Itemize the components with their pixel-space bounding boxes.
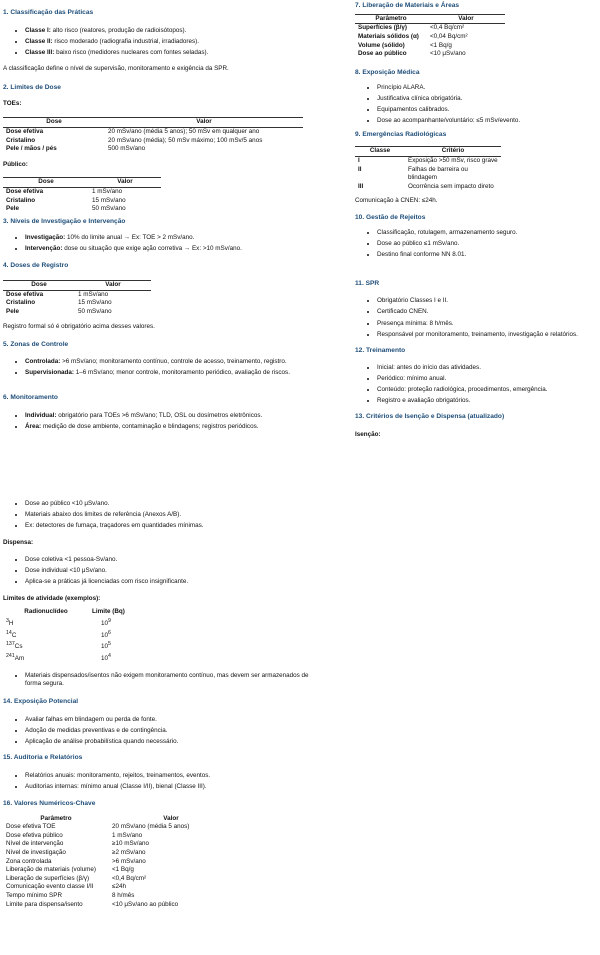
section-12-list bbox=[355, 364, 598, 406]
table-row: Liberação de materiais (volume) <1 Bq/g bbox=[6, 866, 134, 874]
list-item: • Obrigatório Classes I e II. bbox=[377, 297, 598, 306]
table-header: Parâmetro bbox=[40, 814, 72, 822]
section-8-list bbox=[355, 84, 598, 126]
table-header: Radionuclídeo bbox=[24, 608, 68, 616]
table-row: III Ocorrência sem impacto direto bbox=[358, 182, 494, 190]
section-8-title: 8. Exposição Médica bbox=[355, 68, 420, 76]
table-row: Liberação de superfícies (β/γ) <0,4 Bq/cm² bbox=[6, 874, 147, 882]
table-row: Cristalino 15 mSv/ano bbox=[6, 299, 112, 307]
table-row: Cristalino 20 mSv/ano (média); 50 mSv máximo; 100 mSv/5 anos bbox=[6, 136, 263, 144]
closing-list bbox=[3, 672, 325, 689]
table-row: Dose efetiva 20 mSv/ano (média 5 anos); 50 mSv em qualquer ano bbox=[6, 128, 260, 136]
list-item: • Presença mínima: 8 h/mês. bbox=[377, 320, 598, 329]
section-16-title: 16. Valores Numéricos-Chave bbox=[3, 799, 96, 807]
list-item: • Dose individual <10 μSv/ano. bbox=[25, 567, 593, 576]
section-5-list bbox=[3, 358, 343, 378]
list-item: • Dose ao público ≤1 mSv/ano. bbox=[377, 240, 598, 249]
table-header: Critério bbox=[405, 147, 501, 157]
table-row: Limite para dispensa/isento <10 μSv/ano ao público bbox=[6, 900, 179, 908]
list-item: • Certificado CNEN. bbox=[377, 308, 598, 317]
table-row: Dose efetiva TOE 20 mSv/ano (média 5 anos) bbox=[6, 823, 190, 831]
lower-flow bbox=[3, 500, 593, 909]
list-item: • Dose ao acompanhante/voluntário: ≤5 mSv/evento. bbox=[377, 117, 598, 126]
section-1-list bbox=[3, 27, 343, 58]
table-row: $^{14}$C $10^6$ bbox=[6, 629, 111, 639]
toes-label: TOEs: bbox=[3, 99, 22, 107]
list-item: • Conteúdo: proteção radiológica, procedimentos, emergência. bbox=[377, 386, 598, 395]
section-6-title: 6. Monitoramento bbox=[3, 394, 58, 402]
release-limits-table bbox=[355, 14, 505, 59]
section-11-title: 11. SPR bbox=[355, 280, 380, 288]
left-column bbox=[3, 9, 343, 435]
list-item: • Adoção de medidas preventivas e de contingência. bbox=[25, 727, 593, 736]
table-header: Classe bbox=[355, 147, 405, 157]
key-values-table bbox=[3, 815, 233, 910]
emergency-classes-table bbox=[355, 146, 501, 191]
section-14-list bbox=[3, 716, 593, 747]
list-item: • Registro e avaliação obrigatórios. bbox=[377, 397, 598, 406]
table-row: Pele 50 mSv/ano bbox=[6, 205, 126, 213]
table-header: Limite (Bq) bbox=[92, 608, 125, 616]
activity-limits-table bbox=[3, 608, 128, 663]
table-row: I Exposição >50 mSv, risco grave bbox=[358, 157, 498, 165]
dispensa-list bbox=[3, 556, 593, 587]
table-row: Volume (sólido) <1 Bq/g bbox=[358, 41, 452, 49]
table-row: Dose efetiva 1 mSv/ano bbox=[6, 290, 109, 298]
list-item: • Investigação: 10% do limite anual → Ex: TOE > 2 mSv/ano. bbox=[25, 234, 343, 243]
table-row: $^{137}$Cs $10^5$ bbox=[6, 641, 111, 651]
list-item: • Supervisionada: 1–6 mSv/ano; menor controle, monitoramento periódico, avaliação de riscos. bbox=[25, 369, 343, 378]
section-12-title: 12. Treinamento bbox=[355, 347, 406, 355]
table-header: Dose bbox=[3, 281, 75, 291]
table-header: Parâmetro bbox=[355, 14, 427, 24]
list-item: • Princípio ALARA. bbox=[377, 84, 598, 93]
list-item: • Controlada: >6 mSv/ano; monitoramento contínuo, controle de acesso, treinamento, registro. bbox=[25, 358, 343, 367]
table-row: Tempo mínimo SPR 8 h/mês bbox=[6, 892, 135, 900]
list-item: • Responsável por monitoramento, treinamento, investigação e relatórios. bbox=[377, 331, 598, 340]
list-item: • Auditorias internas: mínimo anual (Classe I/II), bienal (Classe III). bbox=[25, 783, 593, 792]
section-1-title: 1. Classificação das Práticas bbox=[3, 9, 94, 16]
list-item: • Intervenção: dose ou situação que exige ação corretiva → Ex: >10 mSv/ano. bbox=[25, 245, 343, 254]
table-row: II Falhas de barreira ou blindagem bbox=[358, 165, 468, 182]
table-row: Pele 50 mSv/ano bbox=[6, 307, 112, 315]
section-4-note: Registro formal só é obrigatório acima desses valores. bbox=[3, 323, 155, 331]
toes-limits-table bbox=[3, 117, 303, 153]
table-row: Materiais sólidos (α) <0,04 Bq/cm² bbox=[358, 33, 468, 41]
table-header: Valor bbox=[75, 281, 151, 291]
table-row: Dose ao público <10 μSv/ano bbox=[358, 50, 466, 58]
list-item: • Aplicação de análise probabilística quando necessário. bbox=[25, 738, 593, 747]
table-header: Dose bbox=[3, 118, 105, 128]
list-item: • Materiais dispensados/isentos não exigem monitoramento contínuo, mas devem ser armazenados de forma segura. bbox=[25, 672, 325, 689]
list-item: • Classe II: risco moderado (radiografia industrial, irradiadores). bbox=[25, 38, 343, 47]
list-item: • Classe III: baixo risco (medidores nucleares com fontes seladas). bbox=[25, 49, 343, 58]
section-15-list bbox=[3, 772, 593, 792]
table-row: $^3$H $10^9$ bbox=[6, 617, 111, 628]
public-limits-table bbox=[3, 177, 161, 213]
table-header: Valor bbox=[89, 178, 161, 188]
list-item: • Materiais abaixo dos limites de referência (Anexos A/B). bbox=[25, 511, 593, 520]
table-header: Dose bbox=[3, 178, 89, 188]
list-item: • Justificativa clínica obrigatória. bbox=[377, 95, 598, 104]
list-item: • Área: medição de dose ambiente, contaminação e blindagens; registros periódicos. bbox=[25, 423, 343, 432]
section-9-title: 9. Emergências Radiológicas bbox=[355, 130, 447, 138]
list-item: • Dose coletiva <1 pessoa-Sv/ano. bbox=[25, 556, 593, 565]
list-item: • Periódico: mínimo anual. bbox=[377, 375, 598, 384]
section-5-title: 5. Zonas de Controle bbox=[3, 340, 69, 348]
list-item: • Individual: obrigatório para TOEs >6 mSv/ano; TLD, OSL ou dosímetros eletrônicos. bbox=[25, 412, 343, 421]
section-3-list bbox=[3, 234, 343, 254]
dispensa-label: Dispensa: bbox=[3, 538, 34, 546]
isencao-label: Isenção: bbox=[355, 430, 381, 438]
list-item: • Relatórios anuais: monitoramento, rejeitos, treinamentos, eventos. bbox=[25, 772, 593, 781]
table-row: Superfícies (β/γ) <0,4 Bq/cm² bbox=[358, 24, 465, 32]
section-11-list bbox=[355, 297, 598, 339]
list-item: • Inicial: antes do início das atividades. bbox=[377, 364, 598, 373]
section-6-list bbox=[3, 412, 343, 432]
record-doses-table bbox=[3, 280, 151, 316]
list-item: • Ex: detectores de fumaça, traçadores em quantidades mínimas. bbox=[25, 522, 593, 531]
list-item: • Dose ao público <10 μSv/ano. bbox=[25, 500, 593, 509]
list-item: • Aplica-se a práticas já licenciadas com risco insignificante. bbox=[25, 578, 593, 587]
table-row: Dose efetiva 1 mSv/ano bbox=[6, 187, 123, 195]
section-10-title: 10. Gestão de Rejeitos bbox=[355, 213, 426, 221]
list-item: • Avaliar falhas em blindagem ou perda de fonte. bbox=[25, 716, 593, 725]
table-header: Valor bbox=[427, 14, 505, 24]
section-13-title: 13. Critérios de Isenção e Dispensa (atualizado) bbox=[355, 412, 505, 420]
right-column bbox=[355, 2, 598, 439]
table-row: Pele / mãos / pés 500 mSv/ano bbox=[6, 145, 146, 153]
table-row: Nível de investigação ≥2 mSv/ano bbox=[6, 849, 146, 857]
section-3-title: 3. Níveis de Investigação e Intervenção bbox=[3, 217, 126, 225]
public-label: Público: bbox=[3, 160, 28, 168]
section-2-title: 2. Limites de Dose bbox=[3, 84, 61, 92]
list-item: • Destino final conforme NN 8.01. bbox=[377, 251, 598, 260]
list-item: • Classe I: alto risco (reatores, produção de radioisótopos). bbox=[25, 27, 343, 36]
table-row: Comunicação evento classe I/II ≤24h bbox=[6, 883, 126, 891]
isencao-list bbox=[3, 500, 593, 531]
table-row: $^{241}$Am $10^4$ bbox=[6, 653, 111, 663]
table-row: Cristalino 15 mSv/ano bbox=[6, 196, 126, 204]
table-row: Dose efetiva público 1 mSv/ano bbox=[6, 831, 143, 839]
section-9-note: Comunicação à CNEN: ≤24h. bbox=[355, 197, 438, 205]
section-15-title: 15. Auditoria e Relatórios bbox=[3, 754, 83, 762]
list-item: • Equipamentos calibrados. bbox=[377, 106, 598, 115]
section-14-title: 14. Exposição Potencial bbox=[3, 697, 79, 705]
section-7-title: 7. Liberação de Materiais e Áreas bbox=[355, 2, 460, 9]
table-header: Valor bbox=[163, 814, 179, 822]
table-row: Zona controlada >6 mSv/ano bbox=[6, 857, 146, 865]
section-10-list bbox=[355, 229, 598, 260]
section-4-title: 4. Doses de Registro bbox=[3, 262, 69, 270]
limits-label: Limites de atividade (exemplos): bbox=[3, 594, 101, 602]
table-row: Nível de intervenção ≥10 mSv/ano bbox=[6, 840, 150, 848]
list-item: • Classificação, rotulagem, armazenamento seguro. bbox=[377, 229, 598, 238]
table-header: Valor bbox=[105, 118, 303, 128]
section-1-note: A classificação define o nível de supervisão, monitoramento e exigência da SPR. bbox=[3, 64, 229, 72]
